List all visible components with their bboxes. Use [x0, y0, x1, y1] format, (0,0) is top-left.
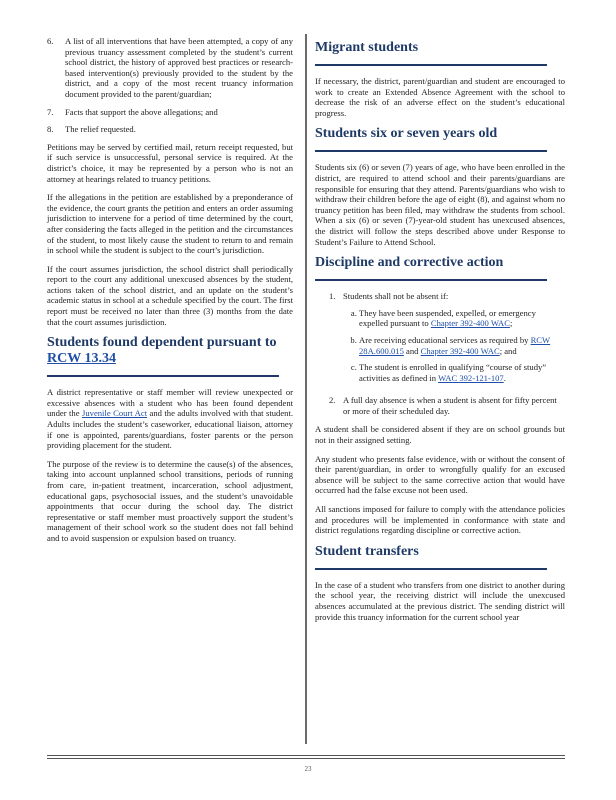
heading-transfers: Student transfers [315, 543, 419, 559]
rcw-13-34-link[interactable]: RCW 13.34 [47, 351, 116, 367]
list-item [329, 395, 565, 416]
paragraph-absent: A student shall be considered absent if they are on school grounds but not in their assigned setting. [315, 424, 565, 446]
text-span: They have been suspended, expelled, or emergency expelled pursuant to [359, 307, 536, 329]
list-text: The relief requested. [65, 124, 136, 135]
heading-six-seven: Students six or seven years old [315, 126, 498, 142]
footer-rule [47, 755, 565, 759]
paragraph-false-evidence: Any student who presents false evidence, with or without the consent of their parent/guardian, in order to wrongfully qualify for an excused absence will be subject to the same corrective action that would have occurred had the false excuse not been used. [315, 453, 565, 496]
discipline-list [315, 291, 565, 416]
list-number: 6. [47, 36, 54, 46]
heading-text: Students found dependent pursuant to [47, 335, 277, 351]
text-span: The student is enrolled in qualifying “course of study” activities as defined in [359, 362, 547, 383]
paragraph-migrant: If necessary, the district, parent/guardian and student are encouraged to work to create an Extended Absence Agreement with the school to decrease the risk of an adverse effect on the student’s educational progress. [315, 76, 565, 118]
list-item [359, 308, 565, 329]
heading-underline [315, 150, 547, 152]
paragraph-review [47, 387, 293, 451]
list-number: 1. [329, 291, 336, 302]
paragraph-allegations: If the allegations in the petition are established by a preponderance of the evidence, the court grants the petition and enters an order assuming jurisdiction to intervene for a period of time determined by the court, after considering the facts alleged in the petition and the circumstances of the student, to most likely cause the student to return to and remain in school while the student is subject to the court’s jurisdiction. [47, 192, 293, 256]
text-span: ; [509, 318, 513, 329]
text-span: ; and [499, 345, 517, 356]
list-item [329, 291, 565, 389]
heading-discipline: Discipline and corrective action [315, 255, 504, 271]
heading-migrant: Migrant students [315, 40, 419, 55]
heading-dependent-students [47, 335, 293, 367]
juvenile-court-act-link[interactable]: Juvenile Court Act [82, 408, 148, 419]
wac-392-400-link[interactable]: Chapter 392-400 WAC [420, 345, 500, 356]
text-span: . [503, 372, 506, 383]
list-item [359, 362, 565, 383]
heading-underline [315, 568, 547, 570]
list-text: Students shall not be absent if: [343, 291, 449, 302]
list-item [47, 124, 293, 135]
list-item [359, 335, 565, 356]
paragraph-sanctions: All sanctions imposed for failure to comply with the attendance policies and procedures will be implemented in conformance with state and district regulations regarding discipline or corrective action. [315, 504, 565, 536]
petition-contents-list [47, 36, 293, 135]
wac-392-121-link[interactable]: WAC 392-121-107 [438, 372, 504, 383]
list-text: A full day absence is when a student is absent for fifty percent or more of their scheduled day. [343, 395, 557, 416]
paragraph-service: Petitions may be served by certified mail, return receipt requested, but if such service is unsuccessful, personal service is required. At the district’s choice, it may be represented by a person who is not an attorney at hearings related to truancy petitions. [47, 141, 293, 184]
wac-392-400-link[interactable]: Chapter 392-400 WAC [430, 318, 510, 329]
text-span: Are receiving educational services as required by [359, 334, 531, 345]
list-number: 8. [47, 124, 54, 135]
paragraph-six-seven: Students six (6) or seven (7) years of age, who have been enrolled in the district, are required to attend school and their parents/guardians are responsible for ensuring that they attend. Parents/guardians who wish to withdraw their children before the age of eight (8), and against whom no truancy petition has been filed, may withdraw the students from school. When a six (6) or seven (7)-year-old student has unexcused absences, the district will follow the steps described above under Response to Student’s Failure to Attend School. [315, 162, 565, 247]
text-span: and [403, 345, 421, 356]
list-item [47, 107, 293, 118]
list-text: A list of all interventions that have been attempted, a copy of any previous truancy assessment completed by the student’s current school district, the history of approved best practices or research-based intervention(s) previously provided to the student by the district, and a copy of the most recent truancy information document provided to the parent/guardian; [65, 36, 293, 99]
paragraph-jurisdiction: If the court assumes jurisdiction, the school district shall periodically report to the court any additional unexcused absences by the student, actions taken of the school district, and an update on the student’s academic status in school at a schedule specified by the court. The first report must be received no later than three (3) months from the date that the court assumes jurisdiction. [47, 263, 293, 327]
paragraph-purpose: The purpose of the review is to determine the cause(s) of the absences, taking into account unplanned school transitions, periods of running from care, in-patient treatment, incarceration, school adjustment, educational gaps, psychosocial issues, and the student’s unavoidable appointments that occur during the school day. The district representative or staff member must proactively support the student’s management of their school work so the student does not fall behind and to avoid suspension or expulsion based on truancy. [47, 458, 293, 543]
right-column [315, 36, 565, 630]
list-text: Facts that support the above allegations; and [65, 106, 218, 117]
heading-underline [315, 279, 547, 281]
paragraph-transfers: In the case of a student who transfers from one district to another during the school year, the receiving district will include the unexcused absences accumulated at the previous district. The sending district will provide this truancy information for the current school year [315, 579, 565, 622]
list-number: 2. [329, 395, 336, 406]
page-number: 23 [304, 765, 312, 773]
rcw-28a-link[interactable]: RCW 28A.600.015 [359, 334, 551, 356]
heading-underline [315, 64, 547, 66]
list-item [47, 36, 293, 100]
heading-underline [47, 375, 279, 377]
sub-list [343, 308, 565, 384]
column-divider [305, 34, 307, 744]
list-number: 7. [47, 106, 54, 117]
text-span: and the adults involved with that student. Adults includes the student’s caseworker, educational liaison, attorney if one is appointed, parents/guardians, foster parents or the person providing placement for the student. [47, 408, 293, 451]
text-span: A district representative or staff member will review unexpected or excessive absences with a student who has been found dependent under the [47, 387, 293, 419]
left-column [47, 36, 293, 552]
